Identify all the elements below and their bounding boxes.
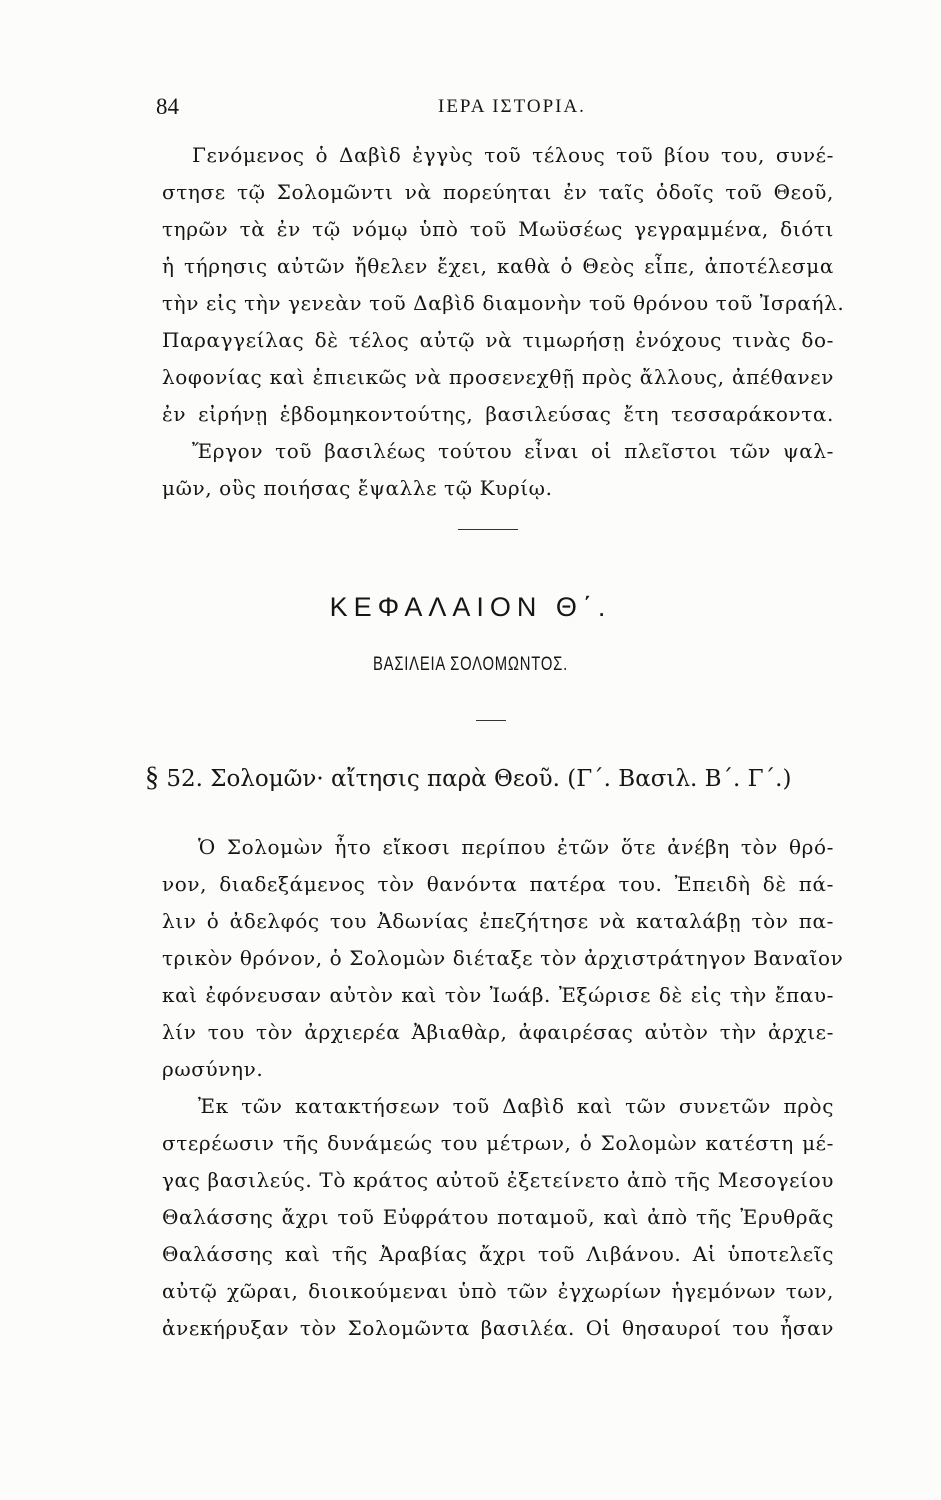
running-title: ΙΕΡΑ ΙΣΤΟΡΙΑ.: [438, 96, 586, 117]
section-heading-text: 52. Σολομῶν· αἴτησις παρὰ Θεοῦ. (Γ΄. Βασιλ. Β΄. Γ΄.): [166, 766, 792, 792]
text-line: Ὁ Σολομὼν ἦτο εἴκοσι περίπου ἐτῶν ὅτε ἀνέβη τὸν θρό-: [198, 835, 834, 859]
text-line: Ἔργον τοῦ βασιλέως τούτου εἶναι οἱ πλεῖστοι τῶν ψαλ-: [192, 439, 834, 463]
text-line: λοφονίας καὶ ἐπιεικῶς νὰ προσενεχθῇ πρὸς ἄλλους, ἀπέθανεν: [162, 365, 834, 389]
text-line: λιν ὁ ἀδελφός του Ἀδωνίας ἐπεζήτησε νὰ καταλάβῃ τὸν πα-: [162, 909, 834, 933]
chapter-divider: [476, 720, 506, 721]
text-line: γας βασιλεύς. Τὸ κράτος αὐτοῦ ἐξετείνετο ἀπὸ τῆς Μεσογείου: [162, 1168, 834, 1192]
section-heading: [145, 762, 845, 794]
chapter-title: ΚΕΦΑΛΑΙΟΝ Θ΄.: [329, 592, 612, 622]
section-sign: §: [145, 762, 159, 793]
text-line: ἡ τήρησις αὐτῶν ἤθελεν ἔχει, καθὰ ὁ Θεὸς εἶπε, ἀποτέλεσμα: [162, 254, 834, 278]
chapter-subtitle: ΒΑΣΙΛΕΙΑ ΣΟΛΟΜΩΝΤΟΣ.: [373, 654, 568, 675]
text-line: ἀνεκήρυξαν τὸν Σολομῶντα βασιλέα. Οἱ θησαυροί του ἦσαν: [162, 1316, 834, 1340]
text-line: τηρῶν τὰ ἐν τῷ νόμῳ ὑπὸ τοῦ Μωϋσέως γεγραμμένα, διότι: [162, 217, 834, 241]
text-line: Θαλάσσης καὶ τῆς Ἀραβίας ἄχρι τοῦ Λιβάνου. Αἱ ὑποτελεῖς: [162, 1242, 834, 1266]
text-line: Γενόμενος ὁ Δαβὶδ ἐγγὺς τοῦ τέλους τοῦ βίου του, συνέ-: [192, 143, 834, 167]
text-line: Ἐκ τῶν κατακτήσεων τοῦ Δαβὶδ καὶ τῶν συνετῶν πρὸς: [198, 1094, 834, 1118]
text-line: καὶ ἐφόνευσαν αὐτὸν καὶ τὸν Ἰωάβ. Ἐξώρισε δὲ εἰς τὴν ἔπαυ-: [162, 983, 834, 1007]
text-line: τὴν εἰς τὴν γενεὰν τοῦ Δαβὶδ διαμονὴν τοῦ θρόνου τοῦ Ἰσραήλ.: [162, 291, 845, 315]
text-line: ρωσύνην.: [162, 1057, 264, 1081]
running-head: [156, 94, 836, 124]
text-line: Θαλάσσης ἄχρι τοῦ Εὐφράτου ποταμοῦ, καὶ ἀπὸ τῆς Ἐρυθρᾶς: [162, 1205, 834, 1229]
text-line: τρικὸν θρόνον, ὁ Σολομὼν διέταξε τὸν ἀρχιστράτηγον Βαναῖον: [162, 946, 844, 970]
text-line: ἐν εἰρήνῃ ἑβδομηκοντούτης, βασιλεύσας ἔτη τεσσαράκοντα.: [162, 402, 834, 426]
section-divider: [458, 529, 518, 530]
page-number: 84: [156, 94, 179, 119]
text-line: στησε τῷ Σολομῶντι νὰ πορεύηται ἐν ταῖς ὁδοῖς τοῦ Θεοῦ,: [162, 180, 834, 204]
text-line: μῶν, οὓς ποιήσας ἔψαλλε τῷ Κυρίῳ.: [162, 476, 553, 500]
text-line: Παραγγείλας δὲ τέλος αὐτῷ νὰ τιμωρήσῃ ἐνόχους τινὰς δο-: [162, 328, 834, 352]
text-line: αὐτῷ χῶραι, διοικούμεναι ὑπὸ τῶν ἐγχωρίων ἡγεμόνων των,: [162, 1279, 834, 1303]
text-line: λίν του τὸν ἀρχιερέα Ἀβιαθὰρ, ἀφαιρέσας αὐτὸν τὴν ἀρχιε-: [162, 1020, 834, 1044]
text-line: στερέωσιν τῆς δυνάμεώς του μέτρων, ὁ Σολομὼν κατέστη μέ-: [162, 1131, 834, 1155]
text-line: νον, διαδεξάμενος τὸν θανόντα πατέρα του. Ἐπειδὴ δὲ πά-: [162, 872, 834, 896]
